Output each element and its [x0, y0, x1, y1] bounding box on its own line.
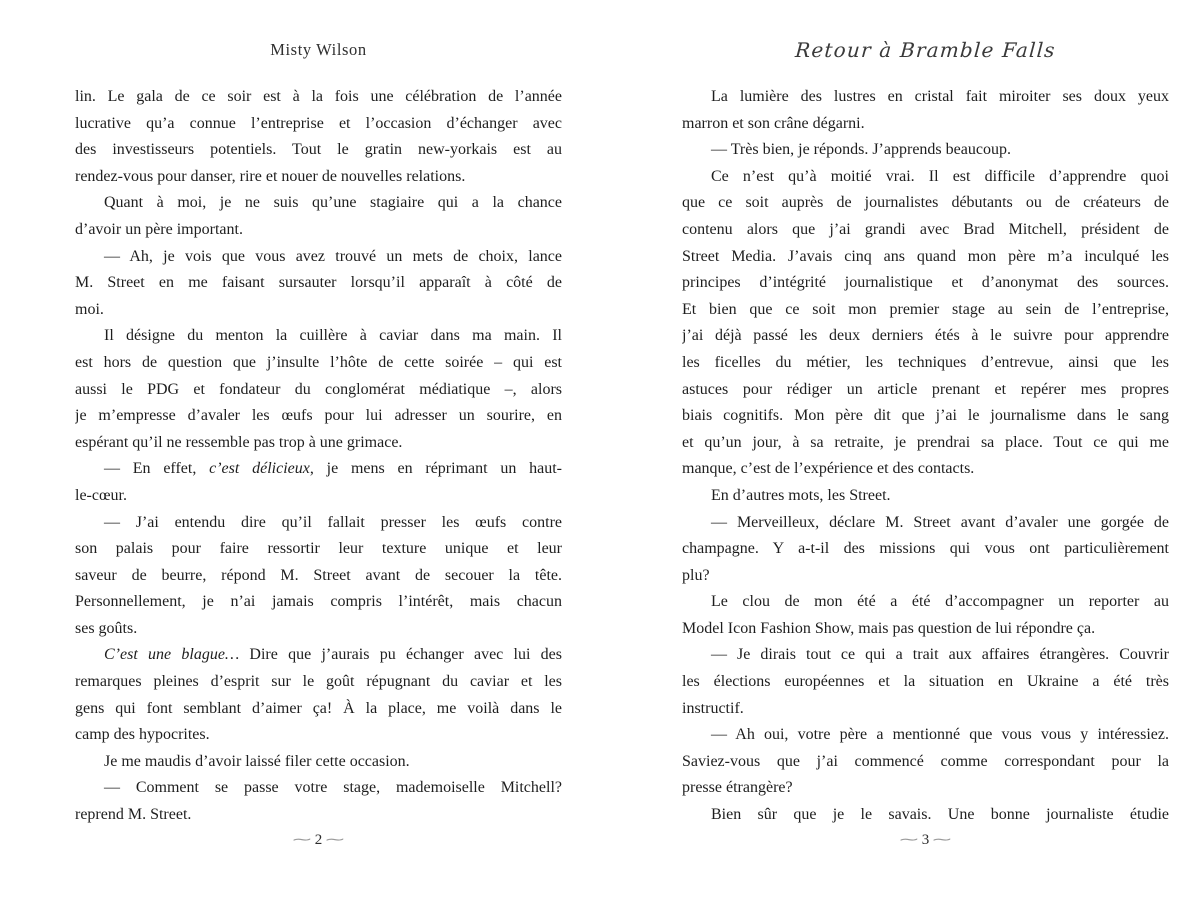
text-line: En d’autres mots, les Street.	[711, 486, 891, 504]
text-line: — J’ai entendu dire qu’il fallait presser les œufs contre	[104, 513, 562, 531]
text-line: — Très bien, je réponds. J’apprends beaucoup.	[711, 141, 1011, 159]
text-line: je m’empresse d’avaler les œufs pour lui adresser un sourire, en	[75, 407, 562, 425]
page-text-right	[682, 84, 1169, 829]
text-line: moi.	[75, 300, 104, 318]
text-line: camp des hypocrites.	[75, 726, 210, 744]
text-line: est hors de question que j’insulte l’hôte de cette soirée – qui est	[75, 353, 562, 371]
text-line: son palais pour faire ressortir leur texture unique et leur	[75, 540, 562, 558]
text-line: des investisseurs potentiels. Tout le gratin new-yorkais est au	[75, 141, 562, 159]
text-line: manque, c’est de l’expérience et des contacts.	[682, 460, 975, 478]
page-right	[600, 0, 1200, 900]
text-line: et qu’un jour, à sa retraite, je prendrai sa place. Tout ce qui me	[682, 433, 1169, 451]
text-line: contenu alors que j’ai grandi avec Brad Mitchell, président de	[682, 220, 1169, 238]
page-number-value: 2	[314, 832, 323, 848]
text-line: Model Icon Fashion Show, mais pas question de lui répondre ça.	[682, 619, 1096, 637]
text-line: j’ai déjà passé les deux derniers étés à le suivre pour apprendre	[682, 327, 1169, 345]
text-line: les élections européennes et la situation en Ukraine a été très	[682, 673, 1169, 691]
text-line: — En effet, c’est délicieux, je mens en réprimant un haut-	[104, 460, 562, 478]
text-line: astuces pour rédiger un article prenant et repérer mes propres	[682, 380, 1169, 398]
text-line: le-cœur.	[75, 486, 127, 504]
text-line: — Comment se passe votre stage, mademoiselle Mitchell?	[104, 779, 562, 797]
folio-ornament-icon: ∼	[323, 833, 347, 848]
text-line: principes d’intégrité journalistique et d’anonymat des sources.	[682, 274, 1169, 292]
text-line: Personnellement, je n’ai jamais compris l’intérêt, mais chacun	[75, 593, 562, 611]
page-number-value: 3	[921, 832, 930, 848]
text-line: Quant à moi, je ne suis qu’une stagiaire qui a la chance	[104, 194, 562, 212]
text-line: gens qui font semblant d’aimer ça! À la place, me voilà dans le	[75, 699, 562, 717]
text-line: champagne. Y a-t-il des missions qui vous ont particulièrement	[682, 540, 1169, 558]
text-line: reprend M. Street.	[75, 806, 192, 824]
running-header-title: Retour à Bramble Falls	[794, 38, 1057, 62]
text-line: ses goûts.	[75, 619, 138, 637]
text-line: Saviez-vous que j’ai commencé comme correspondant pour la	[682, 752, 1169, 770]
text-line: saveur de beurre, répond M. Street avant de secouer la tête.	[75, 566, 562, 584]
text-line: remarques pleines d’esprit sur le goût répugnant du caviar et les	[75, 673, 562, 691]
text-line: — Merveilleux, déclare M. Street avant d’avaler une gorgée de	[711, 513, 1169, 531]
text-line: Et bien que ce soit mon premier stage au sein de l’entreprise,	[682, 300, 1169, 318]
text-line: marron et son crâne dégarni.	[682, 114, 865, 132]
text-line: aussi le PDG et fondateur du conglomérat médiatique –, alors	[75, 380, 562, 398]
text-line: presse étrangère?	[682, 779, 793, 797]
text-line: — Ah oui, votre père a mentionné que vous vous y intéressiez.	[711, 726, 1169, 744]
text-line: La lumière des lustres en cristal fait miroiter ses doux yeux	[711, 88, 1169, 105]
text-line: d’avoir un père important.	[75, 220, 243, 238]
text-line: biais cognitifs. Mon père dit que j’ai le journalisme dans le sang	[682, 407, 1169, 425]
page-number-left	[75, 832, 562, 849]
text-line: les ficelles du métier, les techniques d’entrevue, ainsi que les	[682, 353, 1169, 371]
text-line: lucrative qu’a connue l’entreprise et l’occasion d’échanger avec	[75, 114, 562, 132]
folio-ornament-icon: ∼	[930, 833, 954, 848]
text-line: Ce n’est qu’à moitié vrai. Il est difficile d’apprendre quoi	[711, 167, 1169, 185]
text-line: Il désigne du menton la cuillère à caviar dans ma main. Il	[104, 327, 562, 345]
text-line: rendez-vous pour danser, rire et nouer de nouvelles relations.	[75, 167, 466, 185]
text-line: Le clou de mon été a été d’accompagner un reporter au	[711, 593, 1169, 611]
page-text-left	[75, 84, 562, 829]
text-line: Street Media. J’avais cinq ans quand mon père m’a inculqué les	[682, 247, 1169, 265]
text-line: C’est une blague… Dire que j’aurais pu échanger avec lui des	[104, 646, 562, 664]
text-line: M. Street en me faisant sursauter lorsqu’il apparaît à côté de	[75, 274, 562, 292]
folio-ornament-icon: ∼	[897, 833, 921, 848]
text-line: plu?	[682, 566, 710, 584]
text-line: Je me maudis d’avoir laissé filer cette occasion.	[104, 752, 410, 770]
page-number-right	[682, 832, 1169, 849]
text-line: instructif.	[682, 699, 744, 717]
text-line: espérant qu’il ne ressemble pas trop à une grimace.	[75, 433, 403, 451]
running-header-author: Misty Wilson	[270, 40, 367, 59]
text-line: que ce soit auprès de journalistes débutants ou de créateurs de	[682, 194, 1169, 212]
text-line: Bien sûr que je le savais. Une bonne journaliste étudie	[711, 806, 1169, 824]
folio-ornament-icon: ∼	[290, 833, 314, 848]
text-line: lin. Le gala de ce soir est à la fois une célébration de l’année	[75, 88, 562, 105]
text-line: — Ah, je vois que vous avez trouvé un mets de choix, lance	[104, 247, 562, 265]
text-line: — Je dirais tout ce qui a trait aux affaires étrangères. Couvrir	[711, 646, 1169, 664]
